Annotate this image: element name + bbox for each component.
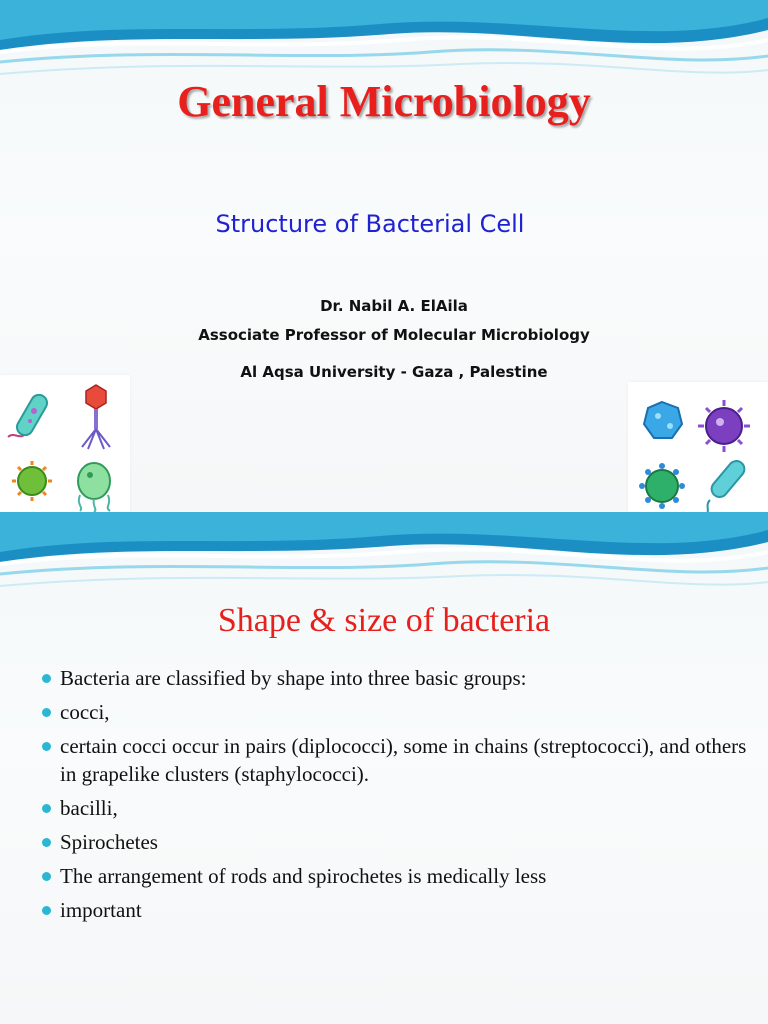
green-microbe-icon	[78, 463, 110, 512]
virus-orange-icon	[12, 461, 52, 501]
purple-virus-icon	[698, 400, 750, 452]
bullet-item: Spirochetes	[40, 828, 750, 856]
author-name: Dr. Nabil A. ElAila	[320, 297, 468, 315]
presentation-subtitle: Structure of Bacterial Cell	[215, 210, 525, 238]
bacillus-icon	[8, 392, 50, 438]
bullet-item: Bacteria are classified by shape into three basic groups:	[40, 664, 750, 692]
germ-illustration-left	[0, 375, 130, 512]
slide-2	[0, 512, 768, 1024]
bullet-list	[40, 664, 750, 930]
teal-bacillus-icon	[704, 458, 748, 512]
bullet-item: important	[40, 896, 750, 924]
bullet-item: bacilli,	[40, 794, 750, 822]
author-position: Associate Professor of Molecular Microbiology	[198, 326, 590, 344]
bullet-item: cocci,	[40, 698, 750, 726]
blue-virus-icon	[644, 402, 682, 438]
microbe-icons-right	[628, 382, 768, 512]
section-title: Shape & size of bacteria	[217, 602, 551, 639]
microbe-icons-left	[0, 375, 130, 512]
bullet-item: certain cocci occur in pairs (diplococci), some in chains (streptococci), and others in grapelike clusters (staphylococci).	[40, 732, 750, 788]
author-institution: Al Aqsa University - Gaza , Palestine	[240, 363, 548, 381]
bacteriophage-icon	[82, 385, 110, 449]
bullet-item: The arrangement of rods and spirochetes is medically less	[40, 862, 750, 890]
presentation-title: General Microbiology	[177, 77, 591, 126]
germ-illustration-right	[628, 382, 768, 512]
corona-virus-icon	[639, 463, 685, 509]
author-block	[120, 292, 668, 387]
